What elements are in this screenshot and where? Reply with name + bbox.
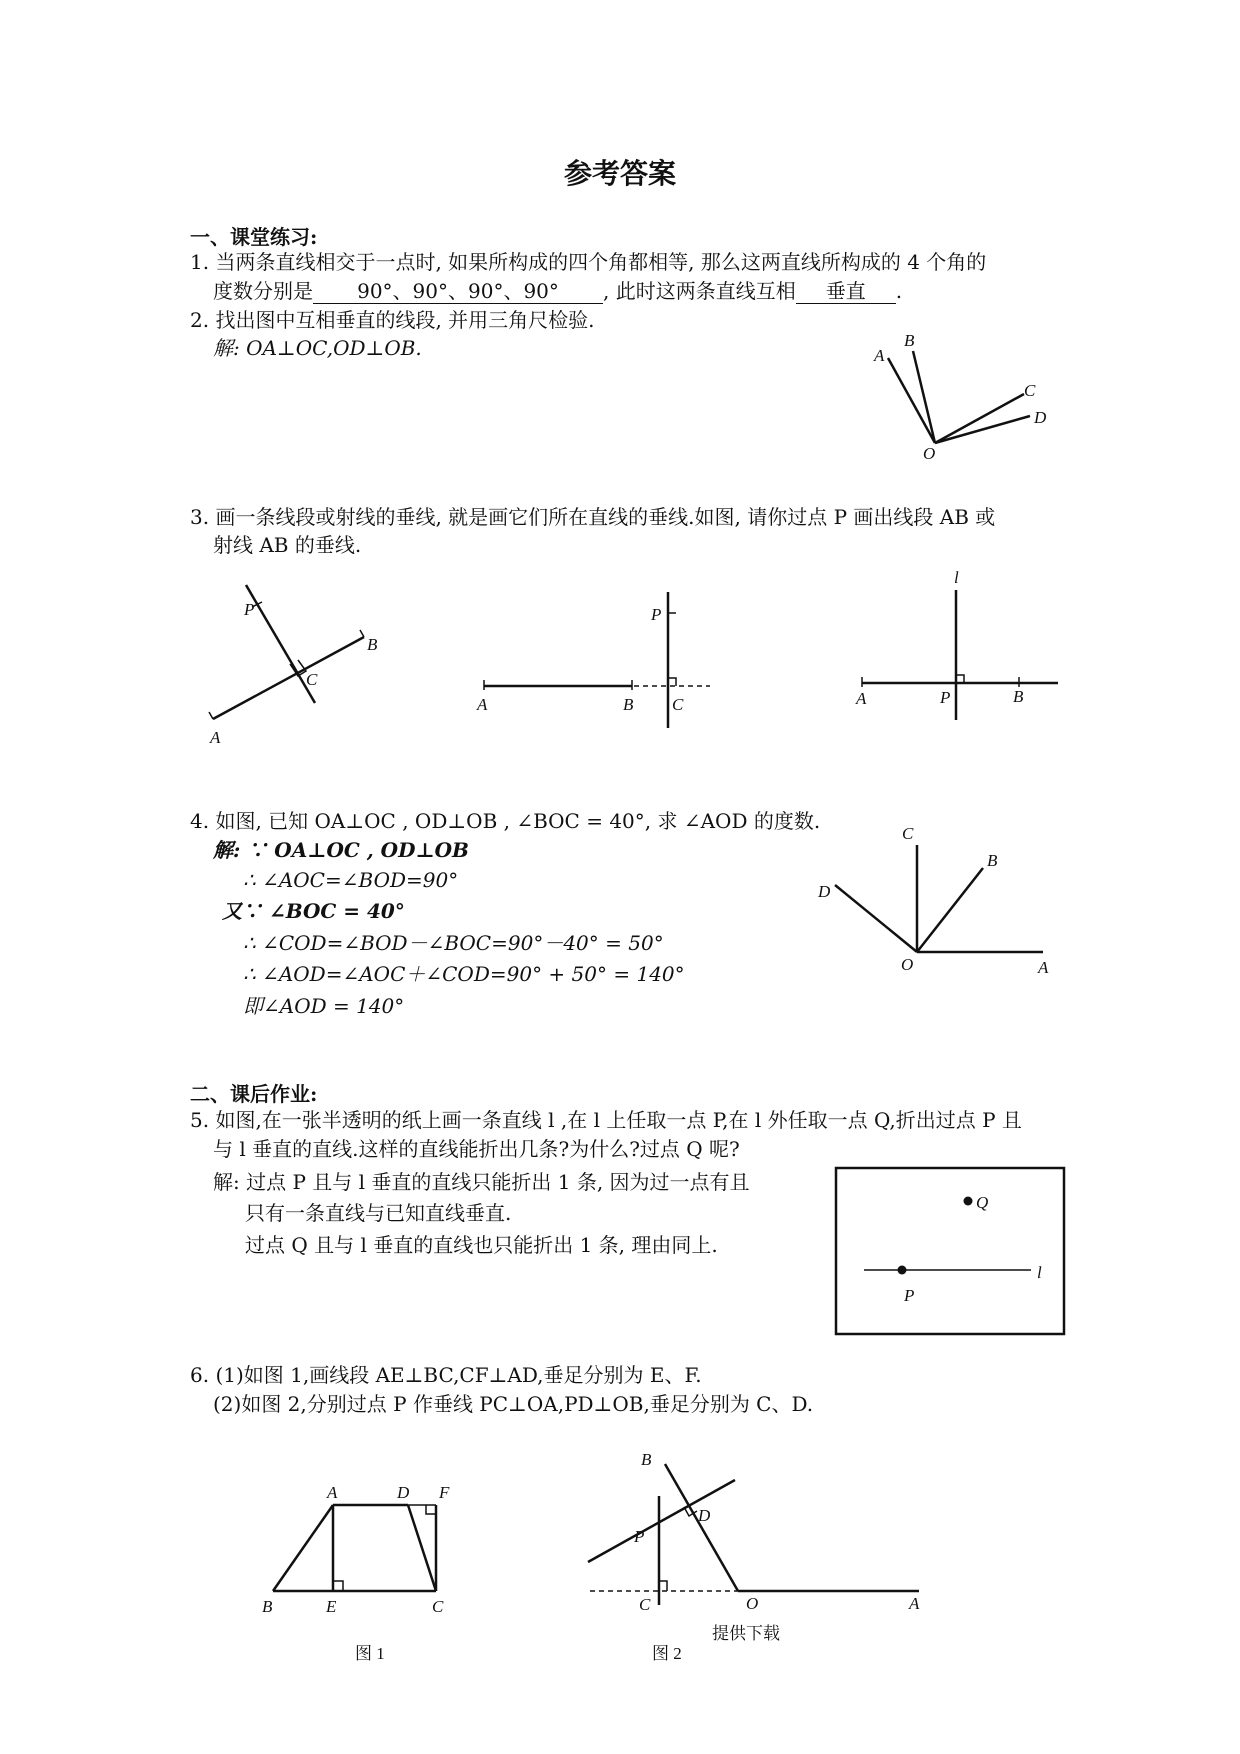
q4-label-d: D	[818, 882, 831, 901]
q2-label-d: D	[1034, 408, 1047, 427]
q4-step-5: ∴ ∠AOD=∠AOC＋∠COD=90° + 50° = 140°	[243, 962, 685, 986]
q6-fig1-label-f: F	[439, 1483, 450, 1502]
footer-download-text: 提供下载	[712, 1624, 780, 1644]
q3-fig3-label-l: l	[954, 568, 959, 587]
q3-line2: 射线 AB 的垂线.	[213, 533, 362, 557]
q6-fig1-label-c: C	[432, 1597, 444, 1616]
q1-answer-blank-perpendicular: 垂直	[796, 279, 896, 304]
q4-step-1: 解: ∵ OA⊥OC , OD⊥OB	[213, 838, 469, 862]
q2-label-c: C	[1024, 381, 1036, 400]
q3-fig2-label-c: C	[672, 695, 684, 714]
q5-label-l: l	[1037, 1263, 1042, 1282]
q4-label-a: A	[1038, 958, 1049, 977]
q3-fig2-label-b: B	[623, 695, 634, 714]
page-title: 参考答案	[563, 157, 676, 190]
q4-label-c: C	[902, 824, 914, 843]
q3-fig1-label-a: A	[210, 728, 221, 747]
q6-fig1-caption: 图 1	[355, 1644, 385, 1663]
q1-prefix: 度数分别是	[213, 279, 313, 303]
q5-line1: 5. 如图,在一张半透明的纸上画一条直线 l ,在 l 上任取一点 P,在 l 外任取一点 Q,折出过点 P 且	[190, 1108, 1022, 1132]
q6-fig2-label-a: A	[909, 1594, 920, 1613]
q2-question: 2. 找出图中互相垂直的线段, 并用三角尺检验.	[190, 308, 595, 332]
q1-line2	[213, 277, 902, 305]
q4-question: 4. 如图, 已知 OA⊥OC , OD⊥OB , ∠BOC = 40°, 求 ∠AOD 的度数.	[190, 809, 821, 833]
q5-answer-2: 只有一条直线与已知直线垂直.	[245, 1201, 512, 1225]
q2-label-a: A	[874, 346, 885, 365]
q1-answer-blank-angles: 90°、90°、90°、90°	[313, 279, 603, 304]
q5-label-p: P	[904, 1286, 915, 1305]
q4-step-6: 即∠AOD = 140°	[243, 994, 405, 1018]
q6-fig1-label-e: E	[326, 1597, 337, 1616]
q2-label-o: O	[923, 444, 936, 463]
q6-fig2-label-b: B	[641, 1450, 652, 1469]
q6-fig2-label-c: C	[639, 1595, 651, 1614]
q2-label-b: B	[904, 331, 915, 350]
q3-line1: 3. 画一条线段或射线的垂线, 就是画它们所在直线的垂线.如图, 请你过点 P 画出线段 AB 或	[190, 505, 996, 529]
q3-fig3-label-a: A	[856, 689, 867, 708]
q3-fig1-label-c: C	[306, 670, 318, 689]
q2-answer: 解: OA⊥OC,OD⊥OB.	[213, 336, 422, 360]
q4-label-o: O	[901, 955, 914, 974]
q6-fig2-label-p: P	[634, 1527, 645, 1546]
q1-line1: 1. 当两条直线相交于一点时, 如果所构成的四个角都相等, 那么这两直线所构成的 4 个角的	[190, 250, 987, 274]
q4-figure	[817, 824, 1049, 977]
q6-line1: 6. (1)如图 1,画线段 AE⊥BC,CF⊥AD,垂足分别为 E、F.	[190, 1363, 702, 1387]
q6-fig2-label-d: D	[698, 1506, 711, 1525]
q3-figure-3	[855, 568, 1058, 720]
q3-fig3-label-b: B	[1013, 687, 1024, 706]
q5-answer-1: 解: 过点 P 且与 l 垂直的直线只能折出 1 条, 因为过一点有且	[213, 1170, 750, 1194]
q5-label-q: Q	[976, 1193, 989, 1212]
q3-fig2-label-p: P	[651, 605, 662, 624]
q6-fig1-label-a: A	[327, 1483, 338, 1502]
q4-label-b: B	[987, 851, 998, 870]
q3-fig2-label-a: A	[477, 695, 488, 714]
q5-line2: 与 l 垂直的直线.这样的直线能折出几条?为什么?过点 Q 呢?	[213, 1137, 740, 1161]
section-heading-homework: 二、课后作业:	[190, 1082, 318, 1106]
q3-figure-1	[209, 585, 378, 747]
q3-fig1-label-p: P	[244, 600, 255, 619]
q6-fig1-label-b: B	[262, 1597, 273, 1616]
section-heading-classroom: 一、课堂练习:	[190, 225, 318, 249]
q5-figure	[836, 1168, 1064, 1334]
q4-step-2: ∴ ∠AOC=∠BOD=90°	[243, 868, 459, 892]
q3-figure-2	[476, 592, 710, 728]
q1-end: .	[895, 279, 903, 303]
q4-step-4: ∴ ∠COD=∠BOD－∠BOC=90°－40° = 50°	[243, 931, 664, 955]
q1-mid: , 此时这两条直线互相	[603, 279, 796, 303]
q5-answer-3: 过点 Q 且与 l 垂直的直线也只能折出 1 条, 理由同上.	[245, 1233, 718, 1257]
q6-figure-1	[262, 1483, 450, 1663]
q6-fig2-label-o: O	[746, 1594, 759, 1613]
q6-line2: (2)如图 2,分别过点 P 作垂线 PC⊥OA,PD⊥OB,垂足分别为 C、D.	[213, 1392, 814, 1416]
q3-fig3-label-p: P	[940, 688, 951, 707]
q4-step-3: 又∵ ∠BOC = 40°	[222, 899, 405, 923]
q2-figure	[873, 331, 1047, 463]
q6-fig1-label-d: D	[397, 1483, 410, 1502]
q6-fig2-caption: 图 2	[652, 1644, 682, 1663]
q3-fig1-label-b: B	[367, 635, 378, 654]
